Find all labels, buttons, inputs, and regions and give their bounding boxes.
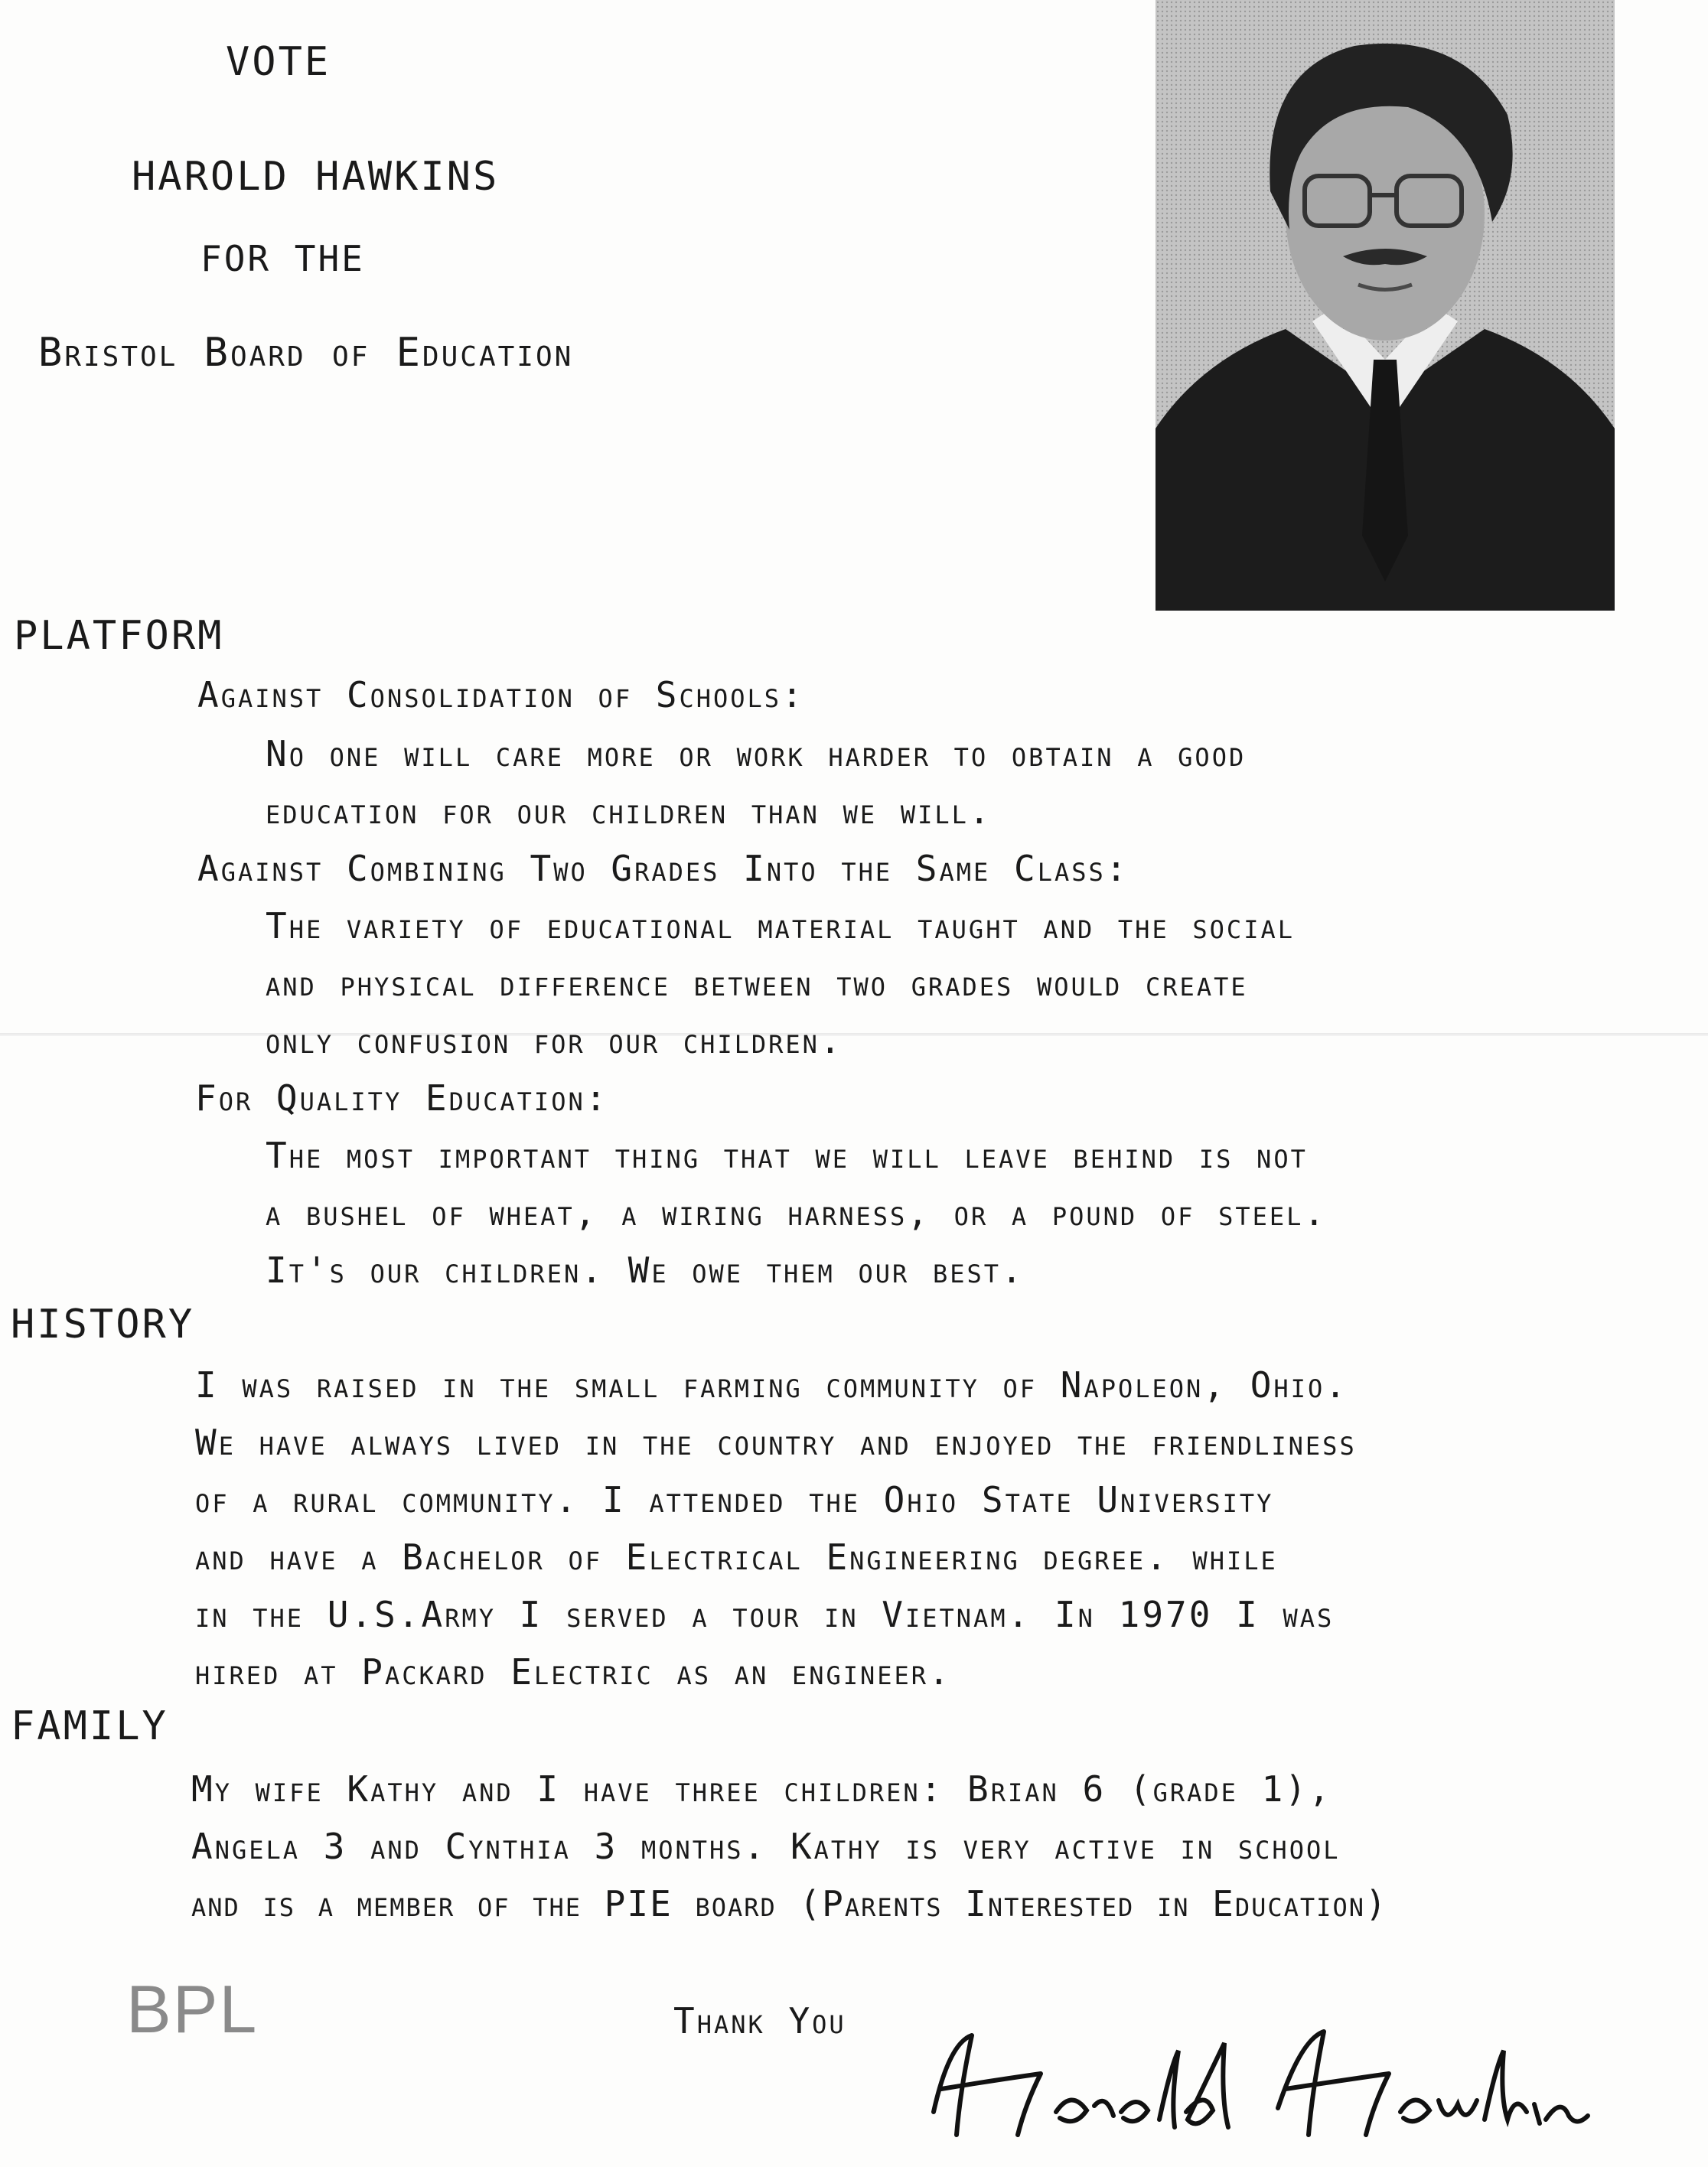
history-line: and have a Bachelor of Electrical Engineering degree. while [195, 1536, 1278, 1578]
history-line: of a rural community. I attended the Ohio State University [195, 1479, 1274, 1520]
family-line: Angela 3 and Cynthia 3 months. Kathy is very active in school [191, 1826, 1341, 1867]
history-heading: HISTORY [11, 1302, 195, 1347]
platform-item-line: and physical difference between two grades would create [266, 963, 1248, 1004]
history-line: We have always lived in the country and enjoyed the friendliness [195, 1422, 1357, 1463]
signature [918, 2020, 1592, 2165]
platform-item-line: education for our children than we will. [266, 790, 993, 832]
platform-item-title: For Quality Education: [195, 1077, 609, 1119]
platform-heading: PLATFORM [14, 613, 224, 659]
platform-item-line: No one will care more or work harder to obtain a good [266, 733, 1247, 774]
board-title: Bristol Board of Education [38, 330, 574, 376]
history-line: hired at Packard Electric as an engineer. [195, 1651, 952, 1693]
candidate-photo [1156, 0, 1615, 611]
bpl-stamp: BPL [126, 1971, 259, 2047]
candidate-name: HAROLD HAWKINS [132, 154, 500, 200]
family-line: My wife Kathy and I have three children: Brian 6 (grade 1), [191, 1768, 1332, 1810]
family-heading: FAMILY [11, 1703, 168, 1749]
platform-item-line: The most important thing that we will leave behind is not [266, 1135, 1308, 1176]
platform-item-title: Against Consolidation of Schools: [197, 674, 805, 715]
history-line: in the U.S.Army I served a tour in Vietnam. In 1970 I was [195, 1594, 1335, 1635]
family-line: and is a member of the PIE board (Parents Interested in Education) [191, 1883, 1388, 1924]
vote-heading: VOTE [226, 39, 331, 85]
thank-you-text: Thank You [673, 2000, 846, 2042]
platform-item-line: a bushel of wheat, a wiring harness, or a pound of steel. [266, 1192, 1328, 1233]
platform-item-line: It's our children. We owe them our best. [266, 1250, 1025, 1291]
fold-crease [0, 1033, 1708, 1036]
history-line: I was raised in the small farming community of Napoleon, Ohio. [195, 1364, 1348, 1406]
platform-item-line: The variety of educational material taught and the social [266, 905, 1295, 947]
platform-item-title: Against Combining Two Grades Into the Same Class: [197, 848, 1129, 889]
for-the-text: FOR THE [200, 238, 365, 279]
platform-item-line: only confusion for our children. [266, 1020, 843, 1061]
